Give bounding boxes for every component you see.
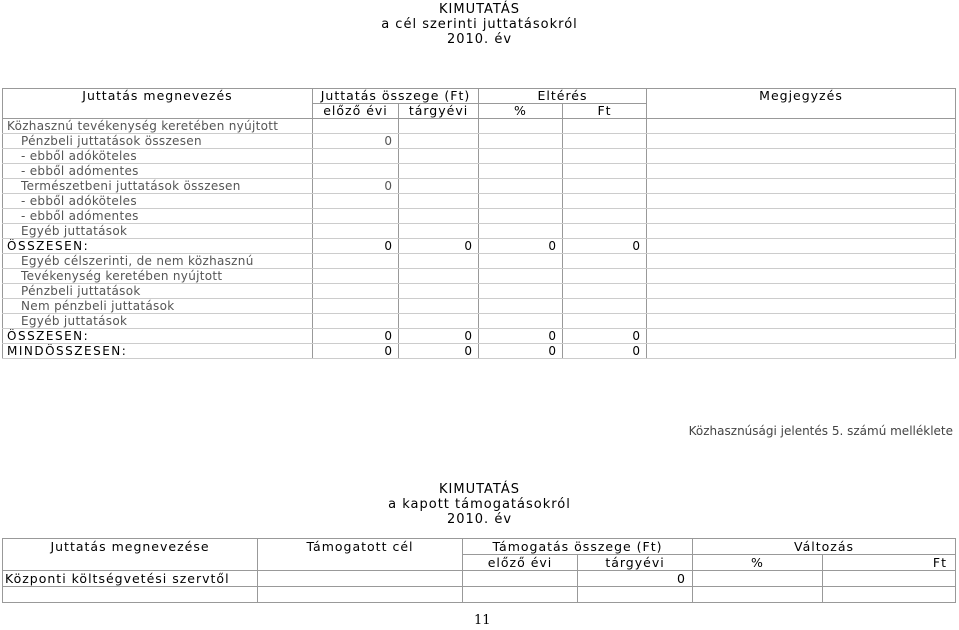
pct-value bbox=[479, 209, 563, 224]
pct-value bbox=[479, 134, 563, 149]
table-row bbox=[3, 239, 956, 254]
table-row bbox=[3, 209, 956, 224]
support-table bbox=[2, 538, 956, 603]
report2-title-line: KIMUTATÁS bbox=[439, 482, 520, 497]
empty-cell bbox=[258, 587, 463, 603]
note-cell bbox=[647, 254, 956, 269]
row-label: Tevékenység keretében nyújtott bbox=[3, 269, 313, 284]
row-label: Központi költségvetési szervtől bbox=[3, 571, 258, 587]
row-label: - ebből adómentes bbox=[3, 209, 313, 224]
prev-value bbox=[313, 284, 399, 299]
table-row bbox=[3, 119, 956, 134]
header2-target: Támogatott cél bbox=[258, 539, 463, 555]
pct-value bbox=[479, 284, 563, 299]
header-name: Juttatás megnevezés bbox=[3, 89, 313, 104]
row-label: Egyéb juttatások bbox=[3, 314, 313, 329]
prev-value: 0 bbox=[313, 329, 399, 344]
ft-value: 0 bbox=[563, 329, 647, 344]
pct-value bbox=[693, 571, 823, 587]
prev-value bbox=[313, 254, 399, 269]
prev-value bbox=[313, 119, 399, 134]
ft-value bbox=[563, 209, 647, 224]
report2-title-line: a kapott támogatásokról bbox=[388, 497, 571, 512]
table-row bbox=[3, 224, 956, 239]
row-label: Közhasznú tevékenység keretében nyújtott bbox=[3, 119, 313, 134]
curr-value bbox=[399, 209, 479, 224]
table-row bbox=[3, 284, 956, 299]
table-row bbox=[3, 194, 956, 209]
curr-value bbox=[399, 224, 479, 239]
note-cell bbox=[647, 134, 956, 149]
prev-value bbox=[313, 209, 399, 224]
curr-value bbox=[399, 269, 479, 284]
pct-value bbox=[479, 164, 563, 179]
prev-value bbox=[313, 269, 399, 284]
empty-cell bbox=[693, 587, 823, 603]
note-cell bbox=[647, 284, 956, 299]
curr-value bbox=[399, 149, 479, 164]
row-label: Egyéb célszerinti, de nem közhasznú bbox=[3, 254, 313, 269]
row-label: ÖSSZESEN: bbox=[3, 329, 313, 344]
curr-value bbox=[399, 179, 479, 194]
header2-prev: előző évi bbox=[463, 555, 578, 571]
prev-value bbox=[313, 194, 399, 209]
pct-value bbox=[479, 179, 563, 194]
report1-title-line: a cél szerinti juttatásokról bbox=[381, 17, 578, 32]
ft-value bbox=[563, 254, 647, 269]
curr-value bbox=[399, 134, 479, 149]
ft-value: 0 bbox=[563, 344, 647, 359]
row-label: Természetbeni juttatások összesen bbox=[3, 179, 313, 194]
header2-curr: tárgyévi bbox=[578, 555, 693, 571]
note-cell bbox=[647, 179, 956, 194]
report2-title-line: 2010. év bbox=[446, 512, 513, 527]
curr-value: 0 bbox=[578, 571, 693, 587]
note-cell bbox=[647, 164, 956, 179]
curr-value bbox=[399, 314, 479, 329]
table-row bbox=[3, 587, 956, 603]
table-row bbox=[3, 179, 956, 194]
table-row bbox=[3, 149, 956, 164]
ft-value bbox=[563, 134, 647, 149]
pct-value bbox=[479, 269, 563, 284]
ft-value bbox=[563, 314, 647, 329]
ft-value bbox=[563, 299, 647, 314]
prev-value bbox=[313, 224, 399, 239]
row-label: - ebből adómentes bbox=[3, 164, 313, 179]
pct-value bbox=[479, 314, 563, 329]
table-row bbox=[3, 329, 956, 344]
header-prev: előző évi bbox=[313, 104, 399, 119]
table-row bbox=[3, 571, 956, 587]
pct-value: 0 bbox=[479, 329, 563, 344]
table-row bbox=[3, 344, 956, 359]
header2-amount: Támogatás összege (Ft) bbox=[463, 539, 693, 555]
row-label: - ebből adóköteles bbox=[3, 194, 313, 209]
empty-cell bbox=[463, 587, 578, 603]
pct-value bbox=[479, 224, 563, 239]
note-cell bbox=[647, 344, 956, 359]
curr-value bbox=[399, 164, 479, 179]
report1-title bbox=[0, 2, 959, 47]
ft-value bbox=[823, 571, 956, 587]
annex-note: Közhasznúsági jelentés 5. számú melléklete bbox=[688, 424, 953, 438]
header-note: Megjegyzés bbox=[647, 89, 956, 104]
header2-change: Változás bbox=[693, 539, 956, 555]
table-row bbox=[3, 134, 956, 149]
report1-title-line: 2010. év bbox=[446, 32, 513, 47]
note-cell bbox=[647, 194, 956, 209]
target-value bbox=[258, 571, 463, 587]
note-cell bbox=[647, 224, 956, 239]
row-label: - ebből adóköteles bbox=[3, 149, 313, 164]
ft-value bbox=[563, 269, 647, 284]
prev-value: 0 bbox=[313, 134, 399, 149]
note-cell bbox=[647, 299, 956, 314]
header-ft: Ft bbox=[563, 104, 647, 119]
empty-cell bbox=[578, 587, 693, 603]
curr-value bbox=[399, 119, 479, 134]
prev-value bbox=[313, 299, 399, 314]
pct-value bbox=[479, 254, 563, 269]
prev-value: 0 bbox=[313, 179, 399, 194]
empty-cell bbox=[3, 587, 258, 603]
curr-value bbox=[399, 284, 479, 299]
report2-title bbox=[0, 482, 959, 527]
curr-value: 0 bbox=[399, 344, 479, 359]
ft-value bbox=[563, 179, 647, 194]
table-row bbox=[3, 254, 956, 269]
curr-value bbox=[399, 254, 479, 269]
note-cell bbox=[647, 314, 956, 329]
benefits-table bbox=[2, 88, 956, 359]
report1-title-line: KIMUTATÁS bbox=[439, 2, 520, 17]
header-pct: % bbox=[479, 104, 563, 119]
prev-value bbox=[313, 164, 399, 179]
prev-value: 0 bbox=[313, 344, 399, 359]
prev-value: 0 bbox=[313, 239, 399, 254]
pct-value: 0 bbox=[479, 344, 563, 359]
header-diff: Eltérés bbox=[479, 89, 647, 104]
row-label: ÖSSZESEN: bbox=[3, 239, 313, 254]
note-cell bbox=[647, 149, 956, 164]
prev-value bbox=[313, 149, 399, 164]
pct-value bbox=[479, 149, 563, 164]
note-cell bbox=[647, 239, 956, 254]
pct-value bbox=[479, 299, 563, 314]
ft-value bbox=[563, 284, 647, 299]
ft-value bbox=[563, 119, 647, 134]
header-amount: Juttatás összege (Ft) bbox=[313, 89, 479, 104]
pct-value bbox=[479, 119, 563, 134]
row-label: Nem pénzbeli juttatások bbox=[3, 299, 313, 314]
row-label: Egyéb juttatások bbox=[3, 224, 313, 239]
table-row bbox=[3, 164, 956, 179]
header-curr: tárgyévi bbox=[399, 104, 479, 119]
note-cell bbox=[647, 119, 956, 134]
note-cell bbox=[647, 209, 956, 224]
table-row bbox=[3, 269, 956, 284]
pct-value: 0 bbox=[479, 239, 563, 254]
row-label: Pénzbeli juttatások bbox=[3, 284, 313, 299]
table-row bbox=[3, 314, 956, 329]
header2-pct: % bbox=[693, 555, 823, 571]
row-label: MINDÖSSZESEN: bbox=[3, 344, 313, 359]
header2-name: Juttatás megnevezése bbox=[3, 539, 258, 555]
ft-value: 0 bbox=[563, 239, 647, 254]
table-row bbox=[3, 299, 956, 314]
ft-value bbox=[563, 224, 647, 239]
ft-value bbox=[563, 149, 647, 164]
row-label: Pénzbeli juttatások összesen bbox=[3, 134, 313, 149]
page-number: 11 bbox=[474, 613, 491, 628]
curr-value: 0 bbox=[399, 329, 479, 344]
pct-value bbox=[479, 194, 563, 209]
note-cell bbox=[647, 269, 956, 284]
curr-value bbox=[399, 194, 479, 209]
header2-ft: Ft bbox=[823, 555, 956, 571]
ft-value bbox=[563, 194, 647, 209]
note-cell bbox=[647, 329, 956, 344]
curr-value: 0 bbox=[399, 239, 479, 254]
prev-value bbox=[313, 314, 399, 329]
ft-value bbox=[563, 164, 647, 179]
prev-value bbox=[463, 571, 578, 587]
empty-cell bbox=[823, 587, 956, 603]
curr-value bbox=[399, 299, 479, 314]
